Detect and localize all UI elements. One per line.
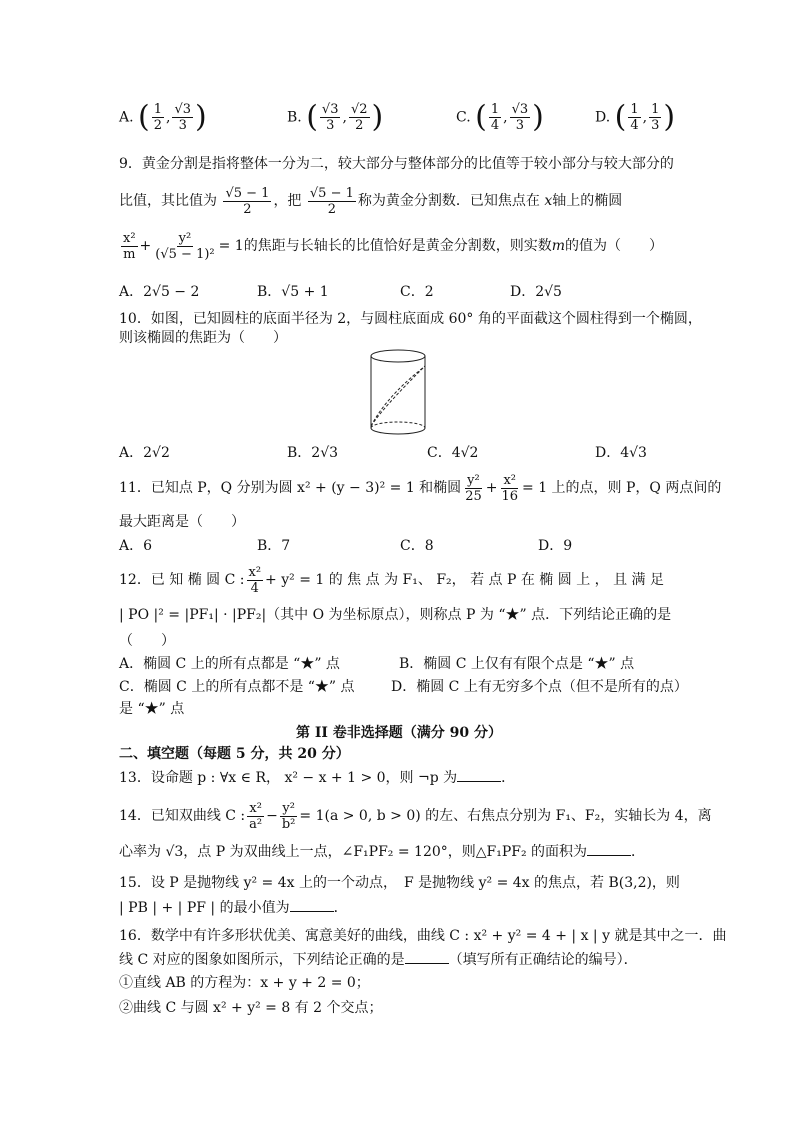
q8-option-d: D. ( $\frac{1}{4}$ , $\frac{1}{3}$ ) [595,99,676,135]
q13-answer-blank[interactable] [457,769,501,782]
q10-line-2: 则该椭圆的焦距为（ ） [119,330,287,346]
q11-line-1: 11．已知点 P，Q 分别为圆 x² + (y − 3)² = 1 和椭圆 $\frac{\text{y²}}{25}$ + $\frac{\text{x²}}{16}$ = 1 上的点，则 P，Q 两点间的 [119,472,722,504]
q11-option-d: D．9 [538,538,573,554]
q15-line-2: | PB | + | PF | 的最小值为 ． [119,900,348,916]
option-label: A. [119,109,134,126]
q15-answer-blank[interactable] [290,899,334,912]
q14-line-1: 14．已知双曲线 C : $\frac{\text{x²}}{\text{a²}}$ − $\frac{\text{y²}}{\text{b²}}$ = 1(a > 0, b > 0) 的左、右焦点分别为 F₁、F₂，实轴长为 4，离 [119,800,712,832]
section-2-title: 第 II 卷非选择题（满分 90 分） [295,725,503,741]
q10-line-1: 10．如图，已知圆柱的底面半径为 2，与圆柱底面成 60° 角的平面截这个圆柱得到一个椭圆， [119,311,702,327]
q16-line-1: 16．数学中有许多形状优美、寓意美好的曲线，曲线 C : x² + y² = 4 + | x | y 就是其中之一．曲 [119,928,727,944]
q11-option-b: B．7 [257,538,291,554]
q10-option-d: D．4√3 [595,445,647,461]
q16-item-1: ①直线 AB 的方程为：x + y + 2 = 0； [119,975,370,991]
q11-option-a: A．6 [119,538,153,554]
q9-line-1: 9．黄金分割是指将整体一分为二，较大部分与整体部分的比值等于较小部分与较大部分的 [119,156,674,172]
q16-item-2: ②曲线 C 与圆 x² + y² = 8 有 2 个交点； [119,1000,383,1016]
q8-option-b: B. ( $\frac{√3}{3}$ , $\frac{√2}{2}$ ) [287,99,384,135]
q10-option-c: C．4√2 [427,445,479,461]
q12-option-a: A．椭圆 C 上的所有点都是 “★” 点 [119,656,340,672]
q9-option-d: D．2√5 [510,284,562,300]
q9-line-2: 比值，其比值为 $\frac{√5 - 1}{2}$ ，把 $\frac{√5 - 1}{2}$ 称为黄金分割数．已知焦点在 x轴上的椭圆 [119,185,623,217]
q12-option-c: C．椭圆 C 上的所有点都不是 “★” 点 [119,679,355,695]
q9-option-c: C．2 [400,284,434,300]
cylinder-figure [367,346,429,438]
q9-line-3: $\frac{\text{x²}}{m}$ + $\frac{\text{y²}}{\text{(√5 − 1)²}}$ = 1的焦距与长轴长的比值恰好是黄金分割数，则实数m的值为（ ） [123,230,663,262]
q10-option-b: B．2√3 [287,445,339,461]
q9-option-a: A．2√5 − 2 [119,284,200,300]
q13-line: 13．设命题 p : ∀x ∈ R， x² − x + 1 > 0，则 ¬p 为 ． [119,770,516,786]
q14-answer-blank[interactable] [587,843,631,856]
q12-line-1: 12．已 知 椭 圆 C : $\frac{\text{x²}}{4}$ + y² = 1 的 焦 点 为 F₁、 F₂， 若 点 P 在 椭 圆 上 ， 且 满 足 [119,564,665,596]
q8-option-a: A. ( $\frac{1}{2}$ , $\frac{√3}{3}$ ) [119,99,207,135]
q9-option-b: B．√5 + 1 [257,284,329,300]
q16-line-2: 线 C 对应的图象如图所示，下列结论正确的是 （填写所有正确结论的编号）． [119,952,638,968]
q8-option-c: C. ( $\frac{1}{4}$ , $\frac{√3}{3}$ ) [456,99,544,135]
q12-option-b: B．椭圆 C 上仅有有限个点是 “★” 点 [399,656,635,672]
q11-line-2: 最大距离是（ ） [119,514,245,530]
q11-option-c: C．8 [400,538,434,554]
part-2-heading: 二、填空题（每题 5 分，共 20 分） [119,746,350,762]
q12-option-d-cont: 是 “★” 点 [119,701,185,717]
q12-option-d: D．椭圆 C 上有无穷多个点（但不是所有的点） [391,679,688,695]
q10-option-a: A．2√2 [119,445,170,461]
q14-line-2: 心率为 √3，点 P 为双曲线上一点，∠F₁PF₂ = 120°，则△F₁PF₂ 的面积为 ． [119,844,646,860]
q15-line-1: 15．设 P 是抛物线 y² = 4x 上的一个动点， F 是抛物线 y² = 4x 的焦点，若 B(3,2)，则 [119,875,680,891]
q12-line-3: （ ） [119,633,175,649]
q12-line-2: | PO |² = |PF₁| · |PF₂|（其中 O 为坐标原点），则称点 P 为 “★” 点．下列结论正确的是 [119,607,672,623]
q16-answer-blank[interactable] [405,951,449,964]
